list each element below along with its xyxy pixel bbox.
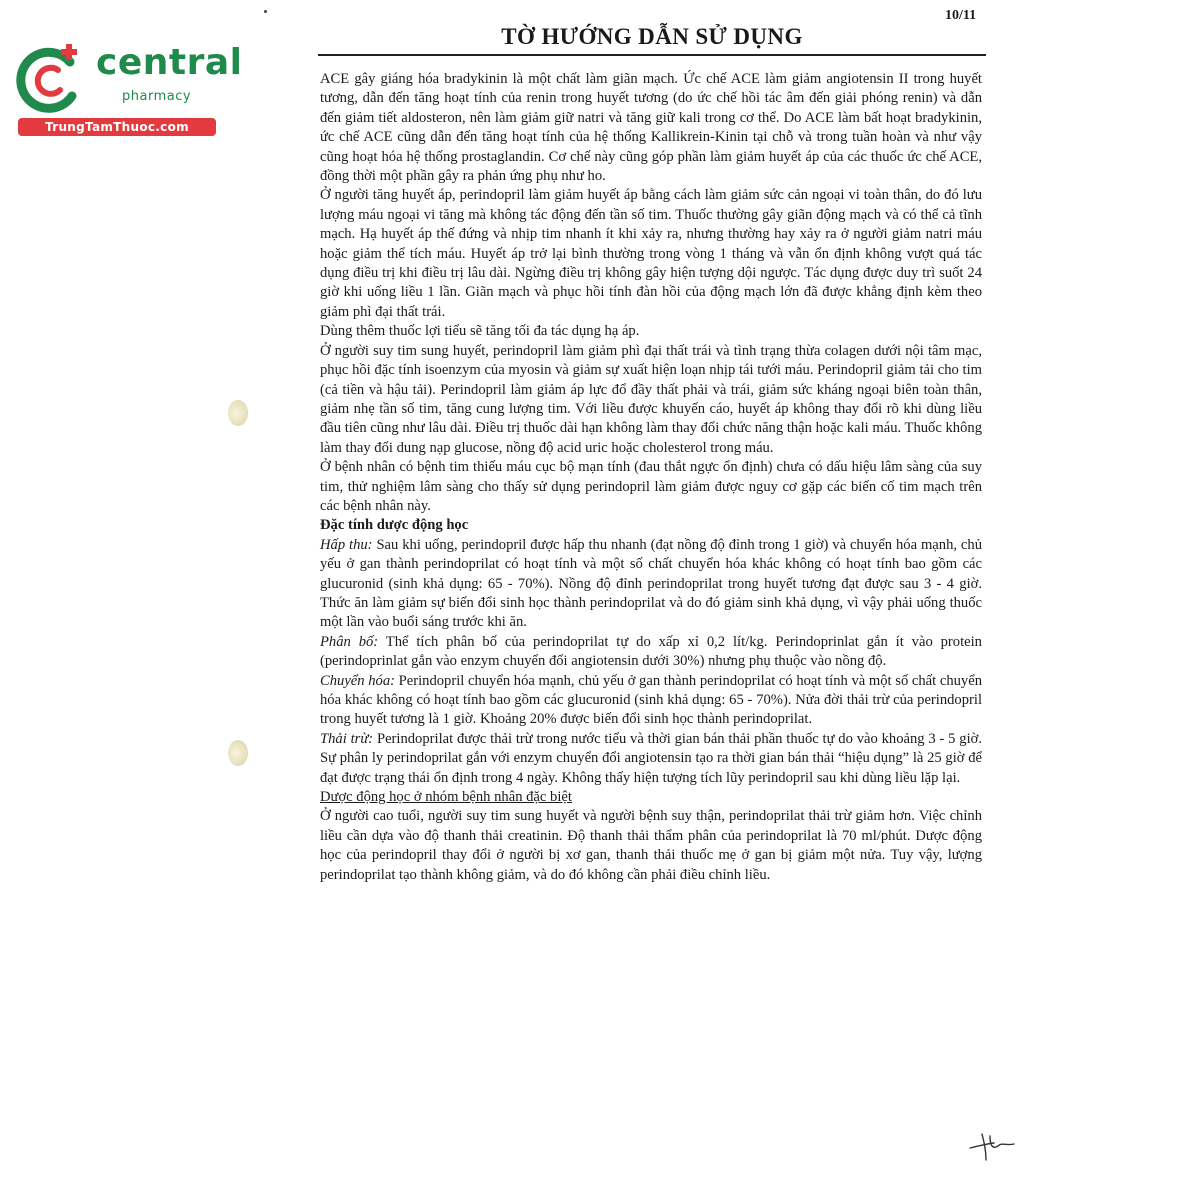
punch-hole-top <box>228 400 248 426</box>
text-absorption: Sau khi uống, perindopril được hấp thu nhanh (đạt nồng độ đỉnh trong 1 giờ) và chuyển hóa mạnh, chủ yếu ở gan thành perindoprilat có hoạt tính và một số chất chuyển hóa khác không có hoạt tính bao gồm các glucuronid (sinh khả dụng: 65 - 70%). Nồng độ đỉnh perindoprilat trong huyết tương đạt được sau 3 - 4 giờ. Thức ăn làm giảm sự biến đổi sinh học thành perindoprilat và do đó giảm sinh khả dụng, vì vậy phải uống thuốc một lần vào buổi sáng trước khi ăn. <box>320 536 982 631</box>
text-distribution: Thể tích phân bố của perindoprilat tự do xấp xỉ 0,2 lít/kg. Perindoprinlat gắn ít vào protein (perindoprinlat gắn vào enzym chuyển đổi angiotensin dưới 30%) nhưng phụ thuộc vào nồng độ. <box>320 633 982 670</box>
central-pharmacy-logo-icon <box>10 40 92 122</box>
label-excretion: Thải trừ: <box>320 730 374 747</box>
paragraph-excretion <box>320 730 982 788</box>
heading-pharmacokinetics: Đặc tính dược động học <box>320 517 469 534</box>
scan-speck <box>264 10 267 13</box>
brand-logo <box>10 40 243 136</box>
text-excretion: Perindoprilat được thải trừ trong nước tiểu và thời gian bán thải phần thuốc tự do vào khoảng 3 - 5 giờ. Sự phân ly perindoprilat gắn với enzym chuyển đổi angiotensin tạo ra thời gian bán thải “hiệu dụng” là 25 giờ để đạt được trạng thái ổn định trong 4 ngày. Không thấy hiện tượng tích lũy perindopril sau khi dùng liều lặp lại. <box>320 730 982 786</box>
logo-name: central <box>96 42 243 83</box>
text-metabolism: Perindopril chuyển hóa mạnh, chủ yếu ở gan thành perindoprilat có hoạt tính và một số chất chuyển hóa khác không có hoạt tính bao gồm các glucuronid (sinh khả dụng: 65 - 70%). Nửa đời thải trừ của perindopril trong huyết tương là 1 giờ. Khoảng 20% được biến đổi sinh học thành perindoprilat. <box>320 672 983 728</box>
heading-special-populations: Dược động học ở nhóm bệnh nhân đặc biệt <box>320 789 572 806</box>
paragraph-diuretic: Dùng thêm thuốc lợi tiểu sẽ tăng tối đa tác dụng hạ áp. <box>320 323 640 340</box>
logo-subtitle: pharmacy <box>122 89 192 104</box>
document-title: TỜ HƯỚNG DẪN SỬ DỤNG <box>501 24 803 49</box>
paragraph-metabolism <box>320 672 982 730</box>
paragraph-hypertension: Ở người tăng huyết áp, perindopril làm giảm huyết áp bằng cách làm giảm sức cản ngoại vi toàn thân, do đó lưu lượng máu ngoại vi tăng mà không tác động đến tần số tim. Thuốc thường gây giãn động mạch và có thể cả tĩnh mạch. Hạ huyết áp thế đứng và nhịp tim nhanh ít khi xảy ra, nhưng thường hay xảy ra ở người giảm natri máu hoặc giảm thể tích máu. Huyết áp trở lại bình thường trong vòng 1 tháng và vẫn ổn định không vượt quá tác dụng điều trị khi điều trị lâu dài. Ngừng điều trị không gây hiện tượng dội ngược. Tác dụng được duy trì suốt 24 giờ khi uống liều 1 lần. Giãn mạch và phục hồi tính đàn hồi của động mạch lớn đã được khẳng định kèm theo giảm phì đại thất trái. <box>320 187 982 320</box>
paragraph-heart-failure: Ở người suy tim sung huyết, perindopril làm giảm phì đại thất trái và tình trạng thừa colagen dưới nội tâm mạc, phục hồi đặc tính isoenzym của myosin và giảm sự xuất hiện loạn nhịp tái tưới máu. Perindopril giảm tải cho tim (cả tiền và hậu tải). Perindopril làm giảm áp lực đổ đầy thất phải và trái, giảm sức kháng ngoại biên toàn thân, giảm nhẹ tần số tim, tăng cung lượng tim. Với liều được khuyến cáo, huyết áp không thay đổi rõ khi dùng liều đầu tiên cũng như lâu dài. Điều trị thuốc dài hạn không làm thay đổi chức năng thận hoặc kali máu. Thuốc không làm thay đổi dung nạp glucose, nồng độ acid uric hoặc cholesterol trong máu. <box>320 342 982 456</box>
label-absorption: Hấp thu: <box>320 536 373 553</box>
page-number: 10/11 <box>945 8 977 23</box>
label-metabolism: Chuyển hóa: <box>320 672 395 689</box>
paragraph-absorption <box>320 536 982 633</box>
paragraph-ace-mechanism: ACE gây giáng hóa bradykinin là một chất làm giãn mạch. Ức chế ACE làm giảm angiotensin II trong huyết tương, dẫn đến tăng hoạt tính của renin trong huyết tương (do ức chế hồi tác âm đến giải phóng renin) và dẫn đến giảm tiết aldosteron, nên làm giảm giữ natri và tăng giữ kali trong cơ thể. Do ACE làm bất hoạt bradykinin, ức chế ACE cũng dẫn đến tăng hoạt tính của hệ thống Kallikrein-Kinin tại chỗ và trong tuần hoàn và như vậy cũng hoạt hóa hệ thống prostaglandin. Cơ chế này cũng góp phần làm giảm huyết áp của các thuốc ức chế ACE, đồng thời một phần gây ra phản ứng phụ như ho. <box>320 71 982 185</box>
paragraph-distribution <box>320 633 982 672</box>
paragraph-special-populations: Ở người cao tuổi, người suy tim sung huyết và người bệnh suy thận, perindoprilat thải trừ giảm hơn. Việc chỉnh liều cần dựa vào độ thanh thải creatinin. Độ thanh thải thẩm phân của perindoprilat là 70 ml/phút. Dược động học của perindopril thay đổi ở người bị xơ gan, thanh thải thuốc mẹ ở gan bị giảm một nửa. Tuy vậy, lượng perindoprilat tạo thành không giảm, và do đó không cần phải điều chỉnh liều. <box>320 808 982 883</box>
punch-hole-bottom <box>228 740 248 766</box>
document-body <box>320 70 982 885</box>
paragraph-ischemic: Ở bệnh nhân có bệnh tim thiếu máu cục bộ mạn tính (đau thắt ngực ổn định) chưa có dấu hiệu lâm sàng của suy tim, thử nghiệm lâm sàng cho thấy sử dụng perindopril làm giảm được nguy cơ gặp các biến cố tim mạch trên các bệnh nhân này. <box>320 459 982 514</box>
signature-icon <box>968 1128 1018 1164</box>
title-underline <box>318 54 986 56</box>
label-distribution: Phân bố: <box>320 633 379 650</box>
logo-site-banner: TrungTamThuoc.com <box>18 118 216 136</box>
